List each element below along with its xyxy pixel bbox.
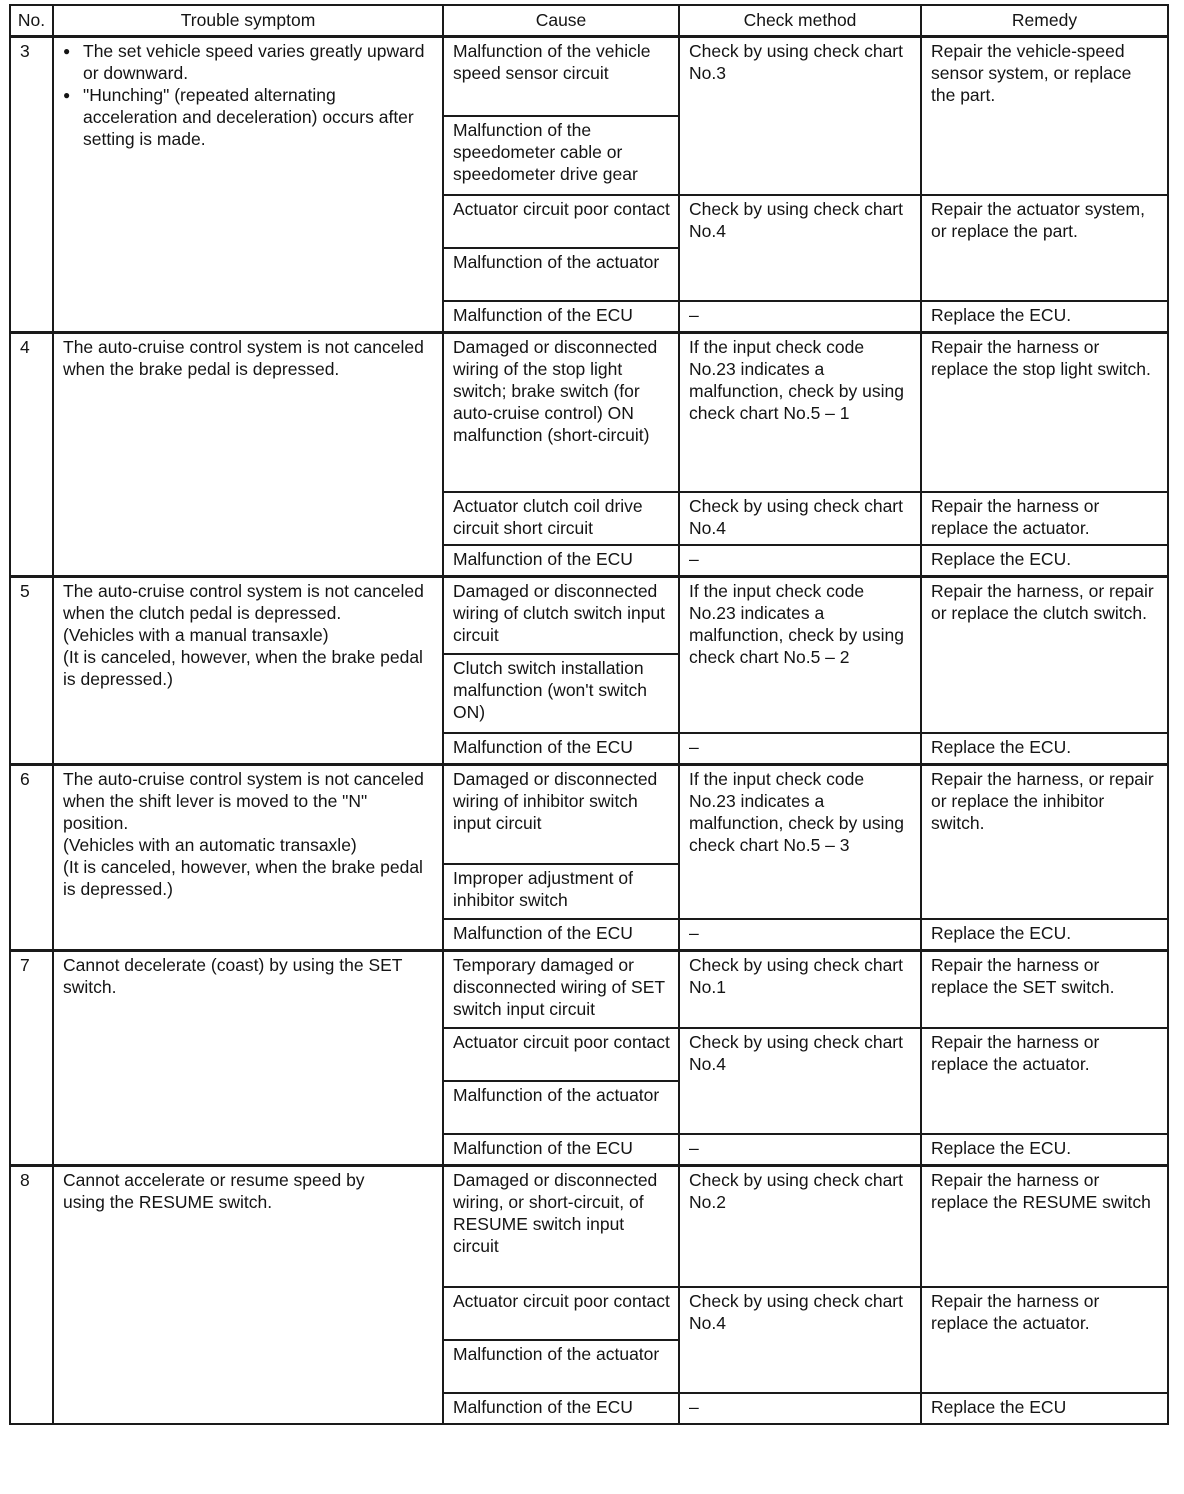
symptom-line: Cannot decelerate (coast) by using the SET switch. — [63, 955, 403, 997]
symptom-bullet: ● The set vehicle speed varies greatly upward or downward. — [63, 40, 434, 84]
symptom-line: (Vehicles with an automatic transaxle) — [63, 835, 357, 855]
symptom-bullet-list — [63, 40, 434, 150]
symptom-line: when the brake pedal is depressed. — [63, 359, 340, 379]
header-remedy: Remedy — [921, 5, 1168, 37]
remedy-cell: Replace the ECU. — [921, 919, 1168, 951]
cause-cell: Malfunction of the actuator — [443, 248, 679, 301]
header-no: No. — [10, 5, 53, 37]
cause-cell: Malfunction of the ECU — [443, 1393, 679, 1424]
cause-cell: Actuator circuit poor contact — [443, 1287, 679, 1340]
row-number: 6 — [10, 765, 53, 951]
remedy-cell: Repair the vehicle-speed sensor system, or replace the part. — [921, 37, 1168, 196]
remedy-cell: Replace the ECU — [921, 1393, 1168, 1424]
symptom-line: (Vehicles with a manual transaxle) — [63, 625, 329, 645]
cause-cell: Damaged or disconnected wiring, or short-circuit, of RESUME switch input circuit — [443, 1166, 679, 1288]
cause-cell: Damaged or disconnected wiring of the stop light switch; brake switch (for auto-cruise control) ON malfunction (short-circuit) — [443, 333, 679, 493]
table-row — [10, 765, 1168, 865]
cause-cell: Malfunction of the actuator — [443, 1340, 679, 1393]
check-method-cell: Check by using check chart No.4 — [679, 1028, 921, 1134]
cause-cell: Improper adjustment of inhibitor switch — [443, 864, 679, 919]
cause-cell: Malfunction of the ECU — [443, 1134, 679, 1166]
trouble-symptom — [53, 577, 443, 765]
header-row — [10, 5, 1168, 37]
symptom-line: The auto-cruise control system is not canceled — [63, 769, 424, 789]
check-method-cell: If the input check code No.23 indicates a malfunction, check by using check chart No.5 – 3 — [679, 765, 921, 920]
cause-cell: Damaged or disconnected wiring of clutch switch input circuit — [443, 577, 679, 655]
check-method-cell: – — [679, 919, 921, 951]
table-row — [10, 951, 1168, 1029]
check-method-cell: – — [679, 301, 921, 333]
cause-cell: Actuator clutch coil drive circuit short circuit — [443, 492, 679, 545]
remedy-cell: Repair the harness or replace the SET switch. — [921, 951, 1168, 1029]
remedy-cell: Replace the ECU. — [921, 301, 1168, 333]
cause-cell: Malfunction of the ECU — [443, 301, 679, 333]
check-method-cell: Check by using check chart No.4 — [679, 1287, 921, 1393]
cause-cell: Malfunction of the vehicle speed sensor circuit — [443, 37, 679, 117]
cause-cell: Damaged or disconnected wiring of inhibitor switch input circuit — [443, 765, 679, 865]
table-row — [10, 1166, 1168, 1288]
check-method-cell: – — [679, 1393, 921, 1424]
check-method-cell: Check by using check chart No.1 — [679, 951, 921, 1029]
row-number: 5 — [10, 577, 53, 765]
cause-cell: Malfunction of the ECU — [443, 919, 679, 951]
check-method-cell: – — [679, 545, 921, 577]
remedy-cell: Repair the harness or replace the stop light switch. — [921, 333, 1168, 493]
row-number: 7 — [10, 951, 53, 1166]
trouble-symptom — [53, 37, 443, 333]
row-number: 8 — [10, 1166, 53, 1425]
cause-cell: Malfunction of the ECU — [443, 733, 679, 765]
cause-cell: Actuator circuit poor contact — [443, 195, 679, 248]
trouble-symptom — [53, 951, 443, 1166]
trouble-symptom — [53, 333, 443, 577]
check-method-cell: – — [679, 733, 921, 765]
trouble-symptom — [53, 765, 443, 951]
cause-cell: Temporary damaged or disconnected wiring of SET switch input circuit — [443, 951, 679, 1029]
trouble-symptom — [53, 1166, 443, 1425]
symptom-line: when the clutch pedal is depressed. — [63, 603, 342, 623]
row-number: 3 — [10, 37, 53, 333]
row-number: 4 — [10, 333, 53, 577]
check-method-cell: If the input check code No.23 indicates a malfunction, check by using check chart No.5 – 1 — [679, 333, 921, 493]
symptom-line: when the shift lever is moved to the "N" position. — [63, 791, 368, 833]
table-row — [10, 37, 1168, 117]
remedy-cell: Repair the harness or replace the actuator. — [921, 1287, 1168, 1393]
header-check-method: Check method — [679, 5, 921, 37]
symptom-line: (It is canceled, however, when the brake pedal is depressed.) — [63, 857, 423, 899]
remedy-cell: Replace the ECU. — [921, 545, 1168, 577]
symptom-line: The auto-cruise control system is not canceled — [63, 337, 424, 357]
remedy-cell: Repair the harness, or repair or replace the clutch switch. — [921, 577, 1168, 734]
symptom-line: (It is canceled, however, when the brake pedal is depressed.) — [63, 647, 423, 689]
remedy-cell: Replace the ECU. — [921, 733, 1168, 765]
table-row — [10, 333, 1168, 493]
check-method-cell: Check by using check chart No.4 — [679, 195, 921, 301]
remedy-cell: Repair the harness or replace the RESUME switch — [921, 1166, 1168, 1288]
symptom-bullet: ● "Hunching" (repeated alternating acceleration and deceleration) occurs after setting is made. — [63, 84, 434, 150]
header-trouble-symptom: Trouble symptom — [53, 5, 443, 37]
remedy-cell: Repair the actuator system, or replace the part. — [921, 195, 1168, 301]
check-method-cell: Check by using check chart No.3 — [679, 37, 921, 196]
header-cause: Cause — [443, 5, 679, 37]
remedy-cell: Repair the harness or replace the actuator. — [921, 1028, 1168, 1134]
remedy-cell: Replace the ECU. — [921, 1134, 1168, 1166]
check-method-cell: Check by using check chart No.4 — [679, 492, 921, 545]
symptom-line: Cannot accelerate or resume speed by — [63, 1170, 365, 1190]
troubleshooting-table — [9, 4, 1169, 1425]
cause-cell: Clutch switch installation malfunction (won't switch ON) — [443, 654, 679, 733]
cause-cell: Malfunction of the ECU — [443, 545, 679, 577]
cause-cell: Actuator circuit poor contact — [443, 1028, 679, 1081]
check-method-cell: – — [679, 1134, 921, 1166]
symptom-line: The auto-cruise control system is not canceled — [63, 581, 424, 601]
cause-cell: Malfunction of the speedometer cable or speedometer drive gear — [443, 116, 679, 195]
check-method-cell: Check by using check chart No.2 — [679, 1166, 921, 1288]
table-row — [10, 577, 1168, 655]
troubleshooting-document — [9, 4, 1167, 1425]
remedy-cell: Repair the harness or replace the actuator. — [921, 492, 1168, 545]
check-method-cell: If the input check code No.23 indicates a malfunction, check by using check chart No.5 – 2 — [679, 577, 921, 734]
symptom-line: using the RESUME switch. — [63, 1192, 273, 1212]
cause-cell: Malfunction of the actuator — [443, 1081, 679, 1134]
remedy-cell: Repair the harness, or repair or replace the inhibitor switch. — [921, 765, 1168, 920]
